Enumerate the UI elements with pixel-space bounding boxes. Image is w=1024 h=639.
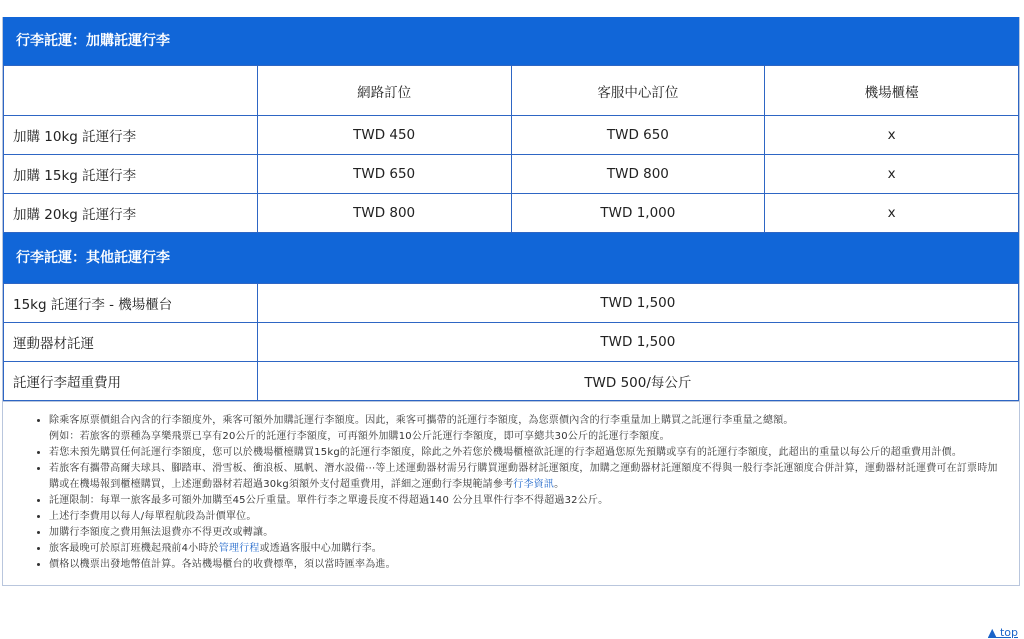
notes-list [3,413,1019,573]
column-header-callcenter: 客服中心訂位 [511,66,765,116]
manage-booking-link[interactable]: 管理行程 [218,543,260,554]
note-text: 除乘客原票價組合內含的行李額度外，乘客可額外加購託運行李額度。因此，乘客可攜帶的託運行李額度，為您票價內含的行李重量加上購買之託運行李重量之總額。 [49,415,794,426]
note-text: 或透過客服中心加購行李。 [259,543,382,554]
table-row [4,323,1019,362]
note-text: 若旅客有攜帶高爾夫球具、腳踏車、滑雪板、衝浪板、風帆、潛水設備⋯等上述運動器材需另行購買運動器材託運額度，加購之運動器材託運額度不得與一般行李託運額度合併計算，運動器材託運費可在訂票時加購或在機場報到櫃檯購買，上述運動器材若超過30kg須額外支付超重費用，詳細之運動行李規範請參考 [49,463,998,490]
row-label: 加購 15kg 託運行李 [4,155,258,194]
list-item [49,413,1005,445]
price-value: TWD 1,500 [257,323,1018,362]
price-value: TWD 1,500 [257,284,1018,323]
row-label: 加購 10kg 託運行李 [4,116,258,155]
column-header-airport: 機場櫃檯 [765,66,1019,116]
back-to-top-link[interactable]: ▲ top [988,626,1018,639]
note-text: 旅客最晚可於原訂班機起飛前4小時於 [49,543,219,554]
airport-price: x [765,155,1019,194]
baggage-info-link[interactable]: 行李資訊 [513,479,555,490]
section-header-purchase-baggage [3,17,1019,65]
table-row [4,194,1019,233]
note-example: 例如：若旅客的票種為享樂飛票已享有20公斤的託運行李額度，可再額外加購10公斤託運行李額度，即可享總共30公斤的託運行李額度。 [49,431,670,442]
table-row [4,362,1019,401]
table-row [4,116,1019,155]
online-price: TWD 800 [257,194,511,233]
row-label: 運動器材託運 [4,323,258,362]
callcenter-price: TWD 1,000 [511,194,765,233]
section-title: 行李託運：加購託運行李 [16,33,170,49]
callcenter-price: TWD 650 [511,116,765,155]
list-item: • 上述行李費用以每人/每單程航段為計價單位。 [49,509,1005,525]
table-row [4,155,1019,194]
section-title: 行李託運：其他託運行李 [16,250,170,266]
row-label: 加購 20kg 託運行李 [4,194,258,233]
list-item [49,541,1005,557]
column-header-empty [4,66,258,116]
callcenter-price: TWD 800 [511,155,765,194]
list-item: • 價格以機票出發地幣值計算。各站機場櫃台的收費標準，須以當時匯率為進。 [49,557,1005,573]
table-row [4,284,1019,323]
price-value: TWD 500/每公斤 [257,362,1018,401]
online-price: TWD 450 [257,116,511,155]
note-text: 。 [554,479,565,490]
baggage-fee-panel [2,17,1020,586]
purchase-baggage-table [3,65,1019,233]
row-label: 託運行李超重費用 [4,362,258,401]
online-price: TWD 650 [257,155,511,194]
airport-price: x [765,116,1019,155]
list-item: • 託運限制：每單一旅客最多可額外加購至45公斤重量。單件行李之單邊長度不得超過140 公分且單件行李不得超過32公斤。 [49,493,1005,509]
row-label: 15kg 託運行李 - 機場櫃台 [4,284,258,323]
airport-price: x [765,194,1019,233]
column-header-online: 網路訂位 [257,66,511,116]
list-item: • 加購行李額度之費用無法退費亦不得更改或轉讓。 [49,525,1005,541]
table-header-row [4,66,1019,116]
list-item [49,461,1005,493]
list-item: • 若您未預先購買任何託運行李額度，您可以於機場櫃檯購買15kg的託運行李額度，除此之外若您於機場櫃檯欲託運的行李超過您原先預購或享有的託運行李額度，此超出的重量以每公斤的超重費用計價。 [49,445,1005,461]
other-baggage-table [3,283,1019,401]
section-header-other-baggage [3,233,1019,283]
notes-box [3,401,1019,586]
